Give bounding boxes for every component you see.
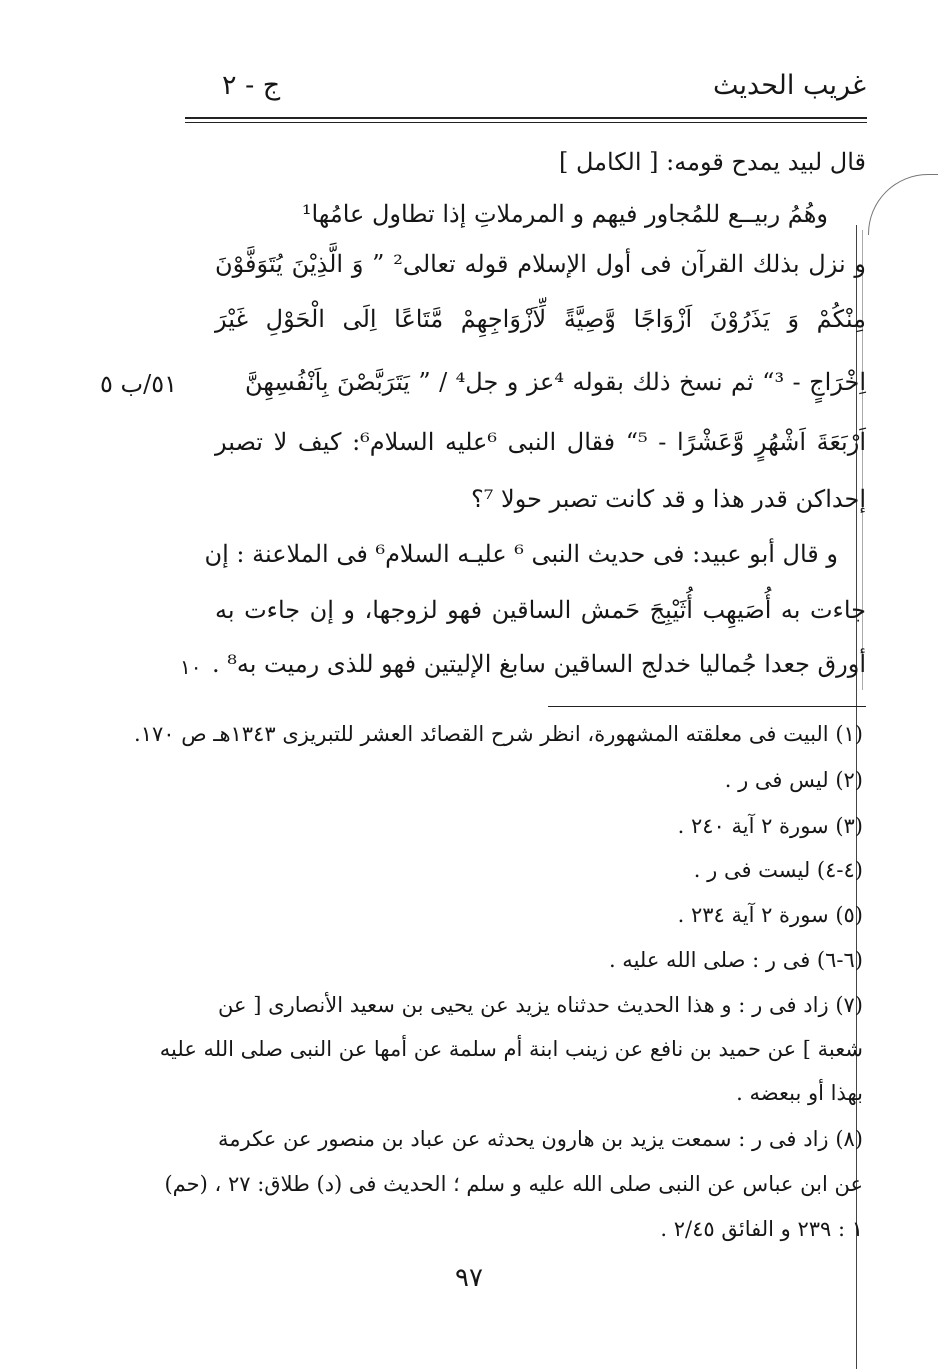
footnote-separator: [548, 706, 866, 707]
running-head-volume: ج - ٢: [222, 70, 281, 101]
footnote-4: (٤-٤) ليست فى ر .: [693, 858, 863, 882]
body-line-10: أورق جعدا جُماليا خدلج الساقين سابغ الإليتين فهو للذى رميت به⁸ .: [211, 650, 866, 678]
footnote-3: (٣) سورة ٢ آية ٢٤٠ .: [677, 814, 863, 838]
footnote-6: (٦-٦) فى ر : صلى الله عليه .: [608, 948, 863, 972]
footnote-7-line-2: شعبة ] عن حميد بن نافع عن زينب ابنة أم سلمة عن أمها عن النبى صلى الله عليه: [159, 1037, 863, 1061]
footnote-8-line-3: ١ : ٢٣٩ و الفائق ٢/٤٥ .: [660, 1217, 863, 1241]
footnote-1: (١) البيت فى معلقته المشهورة، انظر شرح القصائد العشر للتبريزى ١٣٤٣هـ ص ١٧٠.: [134, 722, 863, 746]
header-rule-thin: [185, 122, 867, 123]
body-line-7: إحداكن قدر هذا و قد كانت تصبر حولا ⁷؟: [471, 485, 866, 513]
body-line-4: مِنْكُمْ وَ يَذَرُوْنَ اَزْوَاجًا وَّصِيَّةً لِّاَزْوَاجِهِمْ مَّتَاعًا اِلَى الْحَوْلِ غَيْرَ: [215, 305, 866, 333]
margin-line-number: ١٠: [180, 655, 202, 679]
body-line-5: اِخْرَاجٍ - ³“ ثم نسخ ذلك بقوله ⁴عز و جل⁴ / ” يَتَرَبَّصْنَ بِاَنْفُسِهِنَّ: [245, 368, 866, 396]
verse-intro: قال لبيد يمدح قومه: [ الكامل ]: [558, 148, 866, 176]
footnote-8-line-2: عن ابن عباس عن النبى صلى الله عليه و سلم ؛ الحديث فى (د) طلاق: ٢٧ ، (حم): [164, 1172, 863, 1196]
footnote-7-line-1: (٧) زاد فى ر : و هذا الحديث حدثناه يزيد عن يحيى بن سعيد الأنصارى [ عن: [218, 993, 863, 1017]
body-line-3: و نزل بذلك القرآن فى أول الإسلام قوله تعالى² ” وَ الَّذِيْنَ يُتَوَفَّوْنَ: [215, 250, 866, 278]
page-edge-curve: [868, 174, 938, 235]
footnote-7-line-3: بهذا أو ببعضه .: [736, 1081, 863, 1105]
body-line-6: اَرْبَعَةَ اَشْهُرٍ وَّعَشْرًا - ⁵“ فقال النبى ⁶عليه السلام⁶: كيف لا تصبر: [215, 428, 866, 456]
header-rule: [185, 117, 867, 119]
body-line-9: جاءت به أُصَيهِب أُثَيْبِجَ حَمش الساقين فهو لزوجها، و إن جاءت به: [215, 596, 866, 624]
running-head-title: غريب الحديث: [713, 70, 866, 101]
footnote-2: (٢) ليس فى ر .: [724, 768, 863, 792]
verse-line: وهُمُ ربيــع للمُجاور فيهم و المرملاتِ إذا تطاول عامُها¹: [301, 200, 828, 228]
footnote-8-line-1: (٨) زاد فى ر : سمعت يزيد بن هارون يحدثه عن عباد بن منصور عن عكرمة: [218, 1127, 863, 1151]
page-number: ٩٧: [455, 1263, 483, 1293]
manuscript-folio-marker: ٥١/ب ٥: [100, 370, 177, 398]
footnote-5: (٥) سورة ٢ آية ٢٣٤ .: [677, 903, 863, 927]
page-edge-line: [856, 225, 857, 1369]
body-line-8: و قال أبو عبيد: فى حديث النبى ⁶ عليـه السلام⁶ فى الملاعنة : إن: [204, 540, 838, 568]
